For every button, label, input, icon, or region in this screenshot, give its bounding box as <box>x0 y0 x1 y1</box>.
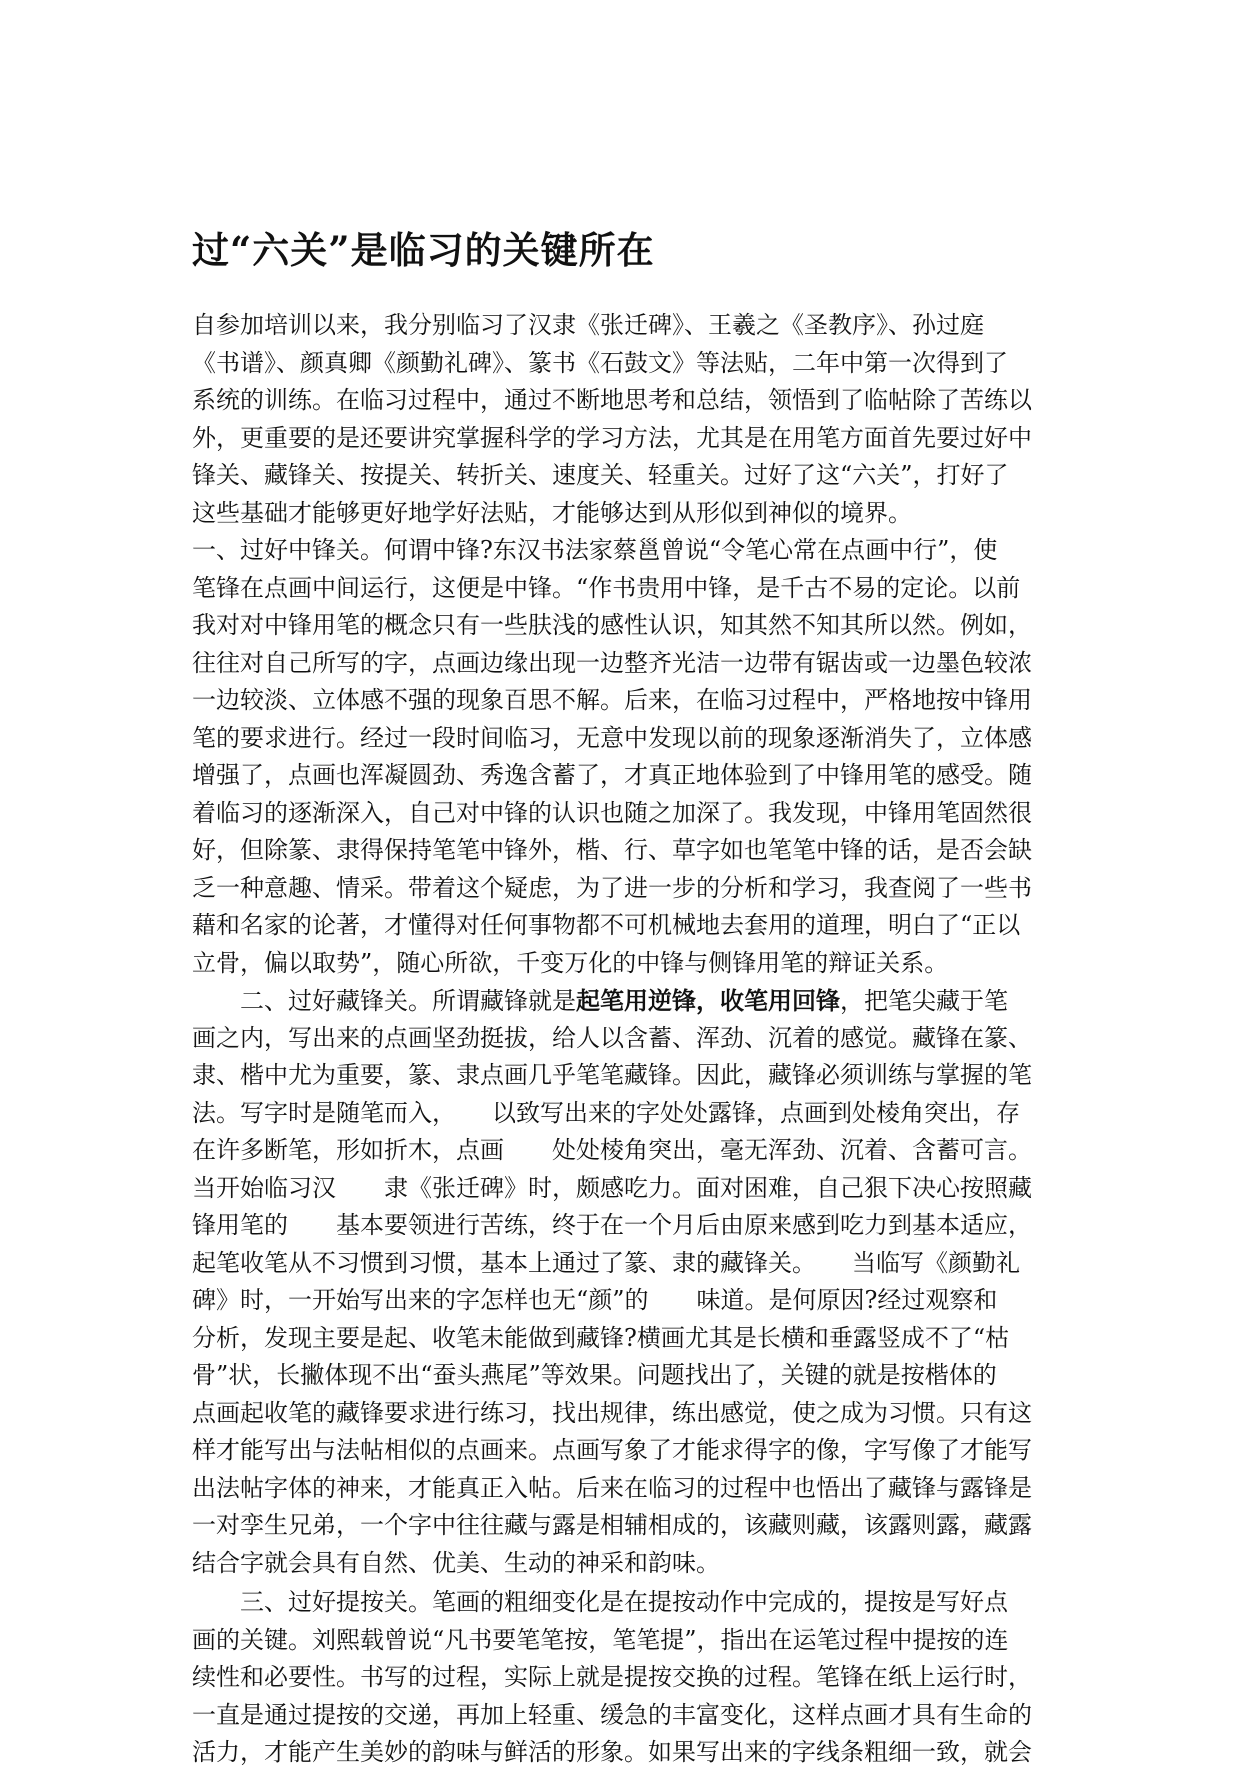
text-line: 藉和名家的论著，才懂得对任何事物都不可机械地去套用的道理，明白了“正以 <box>192 911 1021 939</box>
text-line: 乏一种意趣、情采。带着这个疑虑，为了进一步的分析和学习，我查阅了一些书 <box>192 873 1032 902</box>
text-run: 二、过好藏锋关。所谓藏锋就是 <box>192 987 576 1015</box>
text-line: 结合字就会具有自然、优美、生动的神采和韵味。 <box>192 1548 720 1577</box>
text-line: 样才能写出与法帖相似的点画来。点画写象了才能求得字的像，字写像了才能写 <box>192 1436 1032 1464</box>
text-line: 碑》时，一开始写出来的字怎样也无“颜”的 味道。是何原因?经过观察和 <box>192 1286 998 1314</box>
text-line: 一边较淡、立体感不强的现象百思不解。后来，在临习过程中，严格地按中锋用 <box>192 686 1032 714</box>
text-line: 着临习的逐渐深入，自己对中锋的认识也随之加深了。我发现，中锋用笔固然很 <box>192 798 1032 827</box>
text-line: 续性和必要性。书写的过程，实际上就是提按交换的过程。笔锋在纸上运行时， <box>192 1663 1032 1691</box>
article-body <box>192 307 1060 1772</box>
text-line: 立骨，偏以取势”，随心所欲，千变万化的中锋与侧锋用笔的辩证关系。 <box>192 948 949 977</box>
page-title: 过“六关”是临习的关键所在 <box>192 228 655 272</box>
text-line: 隶、楷中尤为重要，篆、隶点画几乎笔笔藏锋。因此，藏锋必须训练与掌握的笔 <box>192 1061 1032 1089</box>
text-line: 《书谱》、颜真卿《颜勤礼碑》、篆书《石鼓文》等法贴，二年中第一次得到了 <box>192 348 1008 377</box>
text-line: 自参加培训以来，我分别临习了汉隶《张迁碑》、王羲之《圣教序》、孙过庭 <box>192 311 984 339</box>
text-line: 点画起收笔的藏锋要求进行练习，找出规律，练出感觉，使之成为习惯。只有这 <box>192 1398 1032 1427</box>
text-line: 骨”状，长撇体现不出“蚕头燕尾”等效果。问题找出了，关键的就是按楷体的 <box>192 1361 997 1389</box>
text-line: 起笔收笔从不习惯到习惯，基本上通过了篆、隶的藏锋关。 当临写《颜勤礼 <box>192 1248 1020 1277</box>
text-line: 笔的要求进行。经过一段时间临习，无意中发现以前的现象逐渐消失了，立体感 <box>192 723 1032 752</box>
text-line: 画的关键。刘熙载曾说“凡书要笔笔按，笔笔提”，指出在运笔过程中提按的连 <box>192 1625 1009 1654</box>
text-line: 在许多断笔，形如折木，点画 处处棱角突出，毫无浑劲、沉着、含蓄可言。 <box>192 1136 1032 1164</box>
text-line: 我对对中锋用笔的概念只有一些肤浅的感性认识，知其然不知其所以然。例如， <box>192 611 1032 639</box>
text-line: 三、过好提按关。笔画的粗细变化是在提按动作中完成的，提按是写好点 <box>192 1588 1008 1616</box>
text-line: 一、过好中锋关。何谓中锋?东汉书法家蔡邕曾说“令笔心常在点画中行”，使 <box>192 536 998 564</box>
text-line: 当开始临习汉 隶《张迁碑》时，颇感吃力。面对困难，自己狠下决心按照藏 <box>192 1173 1032 1202</box>
bold-phrase: 起笔用逆锋，收笔用回锋 <box>576 986 840 1015</box>
text-line: 往往对自己所写的字，点画边缘出现一边整齐光洁一边带有锯齿或一边墨色较浓 <box>192 648 1032 677</box>
text-line: 一对孪生兄弟，一个字中往往藏与露是相辅相成的，该藏则藏，该露则露，藏露 <box>192 1511 1032 1539</box>
text-line <box>192 982 1060 1020</box>
text-line: 这些基础才能够更好地学好法贴，才能够达到从形似到神似的境界。 <box>192 498 912 527</box>
text-line: 法。写字时是随笔而入， 以致写出来的字处处露锋，点画到处棱角突出，存 <box>192 1098 1020 1127</box>
text-line: 笔锋在点画中间运行，这便是中锋。“作书贵用中锋，是千古不易的定论。以前 <box>192 573 1021 602</box>
text-line: 出法帖字体的神来，才能真正入帖。后来在临习的过程中也悟出了藏锋与露锋是 <box>192 1473 1032 1502</box>
text-line: 一直是通过提按的交递，再加上轻重、缓急的丰富变化，这样点画才具有生命的 <box>192 1700 1032 1729</box>
text-line: 增强了，点画也浑凝圆劲、秀逸含蓄了，才真正地体验到了中锋用笔的感受。随 <box>192 761 1032 789</box>
text-line: 分析，发现主要是起、收笔未能做到藏锋?横画尤其是长横和垂露竖成不了“枯 <box>192 1323 1010 1352</box>
text-line: 系统的训练。在临习过程中，通过不断地思考和总结，领悟到了临帖除了苦练以 <box>192 386 1032 414</box>
text-line: 活力，才能产生美妙的韵味与鲜活的形象。如果写出来的字线条粗细一致，就会 <box>192 1738 1032 1766</box>
text-run: ，把笔尖藏于笔 <box>840 987 1008 1015</box>
text-line: 好，但除篆、隶得保持笔笔中锋外，楷、行、草字如也笔笔中锋的话，是否会缺 <box>192 836 1032 864</box>
text-line: 锋用笔的 基本要领进行苦练，终于在一个月后由原来感到吃力到基本适应， <box>192 1211 1032 1239</box>
text-line: 画之内，写出来的点画坚劲挺拔，给人以含蓄、浑劲、沉着的感觉。藏锋在篆、 <box>192 1023 1032 1052</box>
text-line: 外，更重要的是还要讲究掌握科学的学习方法，尤其是在用笔方面首先要过好中 <box>192 423 1032 452</box>
text-line: 锋关、藏锋关、按提关、转折关、速度关、轻重关。过好了这“六关”，打好了 <box>192 461 1009 489</box>
